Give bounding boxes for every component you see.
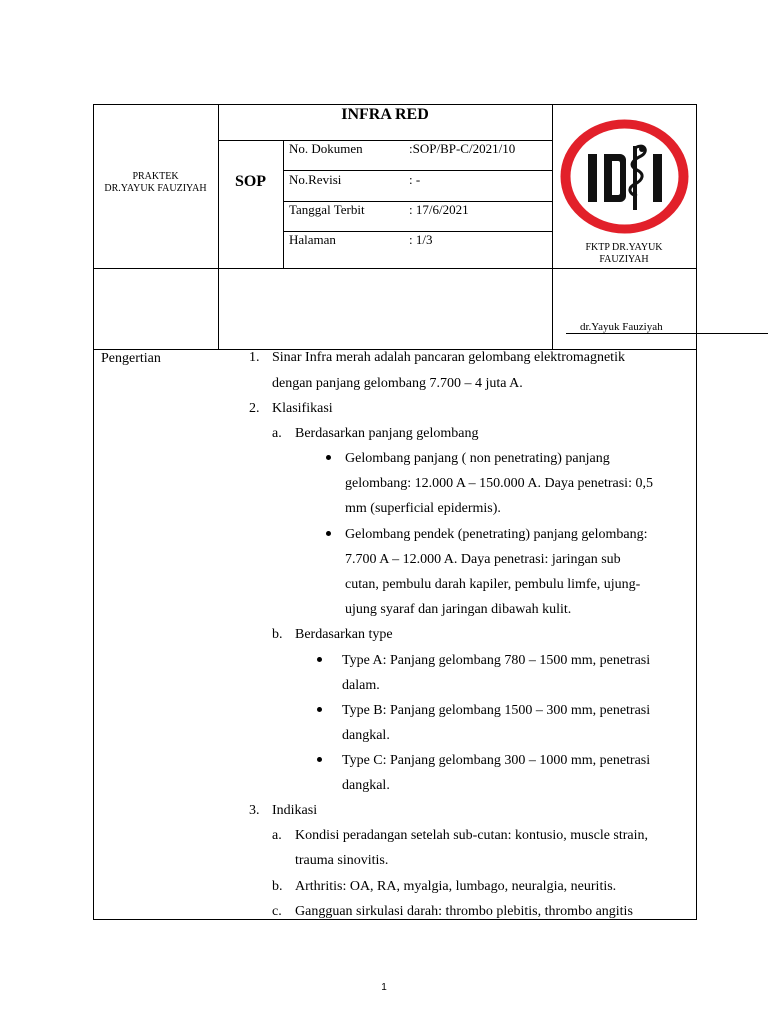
content-line: Type A: Panjang gelombang 780 – 1500 mm, penetrasi	[342, 653, 651, 668]
list-marker: b.	[272, 879, 283, 894]
list-marker: a.	[272, 426, 282, 441]
field-label-dokumen: No. Dokumen	[289, 141, 363, 156]
list-marker: 2.	[249, 401, 260, 416]
content-line: trauma sinovitis.	[295, 853, 389, 868]
bullet-icon	[326, 531, 331, 536]
col-separator-1	[218, 104, 219, 350]
content-line: ujung syaraf dan jaringan dibawah kulit.	[345, 602, 572, 617]
content-line: gelombang: 12.000 A – 150.000 A. Daya penetrasi: 0,5	[345, 476, 653, 491]
field-label-tanggal: Tanggal Terbit	[289, 202, 365, 217]
field-value-dokumen: :SOP/BP-C/2021/10	[409, 141, 516, 156]
content-line: Klasifikasi	[272, 401, 333, 416]
page-number: 1	[381, 982, 387, 993]
content-line: Gelombang pendek (penetrating) panjang gelombang:	[345, 527, 648, 542]
col-separator-sop	[283, 140, 284, 268]
section-label: Pengertian	[101, 351, 161, 366]
logo-caption-line1: FKTP DR.YAYUK	[585, 242, 663, 253]
content-line: Berdasarkan type	[295, 627, 393, 642]
row-separator-header	[93, 268, 697, 269]
content-line: Gangguan sirkulasi darah: thrombo plebitis, thrombo angitis	[295, 904, 633, 919]
field-value-tanggal: : 17/6/2021	[409, 202, 469, 217]
bullet-icon	[317, 757, 322, 762]
signature-line	[566, 333, 768, 334]
list-marker: 1.	[249, 350, 260, 365]
field-separator-1	[283, 170, 552, 171]
content-line: Arthritis: OA, RA, myalgia, lumbago, neuralgia, neuritis.	[295, 879, 617, 894]
table-border-top	[93, 104, 696, 105]
logo-caption-line2: FAUZIYAH	[599, 254, 649, 265]
sop-label: SOP	[234, 173, 267, 190]
page-title: INFRA RED	[341, 106, 429, 123]
content-line: dalam.	[342, 678, 380, 693]
content-line: Kondisi peradangan setelah sub-cutan: kontusio, muscle strain,	[295, 828, 649, 843]
content-line: Indikasi	[272, 803, 318, 818]
field-label-revisi: No.Revisi	[289, 172, 342, 187]
bullet-icon	[317, 707, 322, 712]
list-marker: a.	[272, 828, 282, 843]
bullet-icon	[326, 455, 331, 460]
content-line: dangkal.	[342, 728, 390, 743]
field-value-halaman: : 1/3	[409, 232, 433, 247]
idi-logo	[559, 118, 690, 235]
content-line: Sinar Infra merah adalah pancaran gelombang elektromagnetik	[272, 350, 625, 365]
bullet-icon	[317, 657, 322, 662]
list-marker: 3.	[249, 803, 260, 818]
table-border-left	[93, 104, 94, 919]
content-line: dengan panjang gelombang 7.700 – 4 juta A.	[272, 376, 523, 391]
field-label-halaman: Halaman	[289, 232, 336, 247]
content-line: Gelombang panjang ( non penetrating) panjang	[345, 451, 610, 466]
col-separator-logo	[552, 104, 553, 350]
clinic-name-line2: DR.YAYUK FAUZIYAH	[104, 183, 207, 194]
field-value-revisi: : -	[409, 172, 421, 187]
list-marker: c.	[272, 904, 282, 919]
clinic-name-line1: PRAKTEK	[132, 171, 179, 182]
content-line: Type C: Panjang gelombang 300 – 1000 mm, penetrasi	[342, 753, 651, 768]
content-line: mm (superficial epidermis).	[345, 501, 501, 516]
list-marker: b.	[272, 627, 283, 642]
content-line: Berdasarkan panjang gelombang	[295, 426, 479, 441]
content-line: dangkal.	[342, 778, 390, 793]
content-line: 7.700 A – 12.000 A. Daya penetrasi: jaringan sub	[345, 552, 621, 567]
table-border-right	[696, 104, 697, 919]
signature-name: dr.Yayuk Fauziyah	[580, 321, 663, 333]
content-line: Type B: Panjang gelombang 1500 – 300 mm, penetrasi	[342, 703, 651, 718]
content-line: cutan, pembulu darah kapiler, pembulu limfe, ujung-	[345, 577, 641, 592]
